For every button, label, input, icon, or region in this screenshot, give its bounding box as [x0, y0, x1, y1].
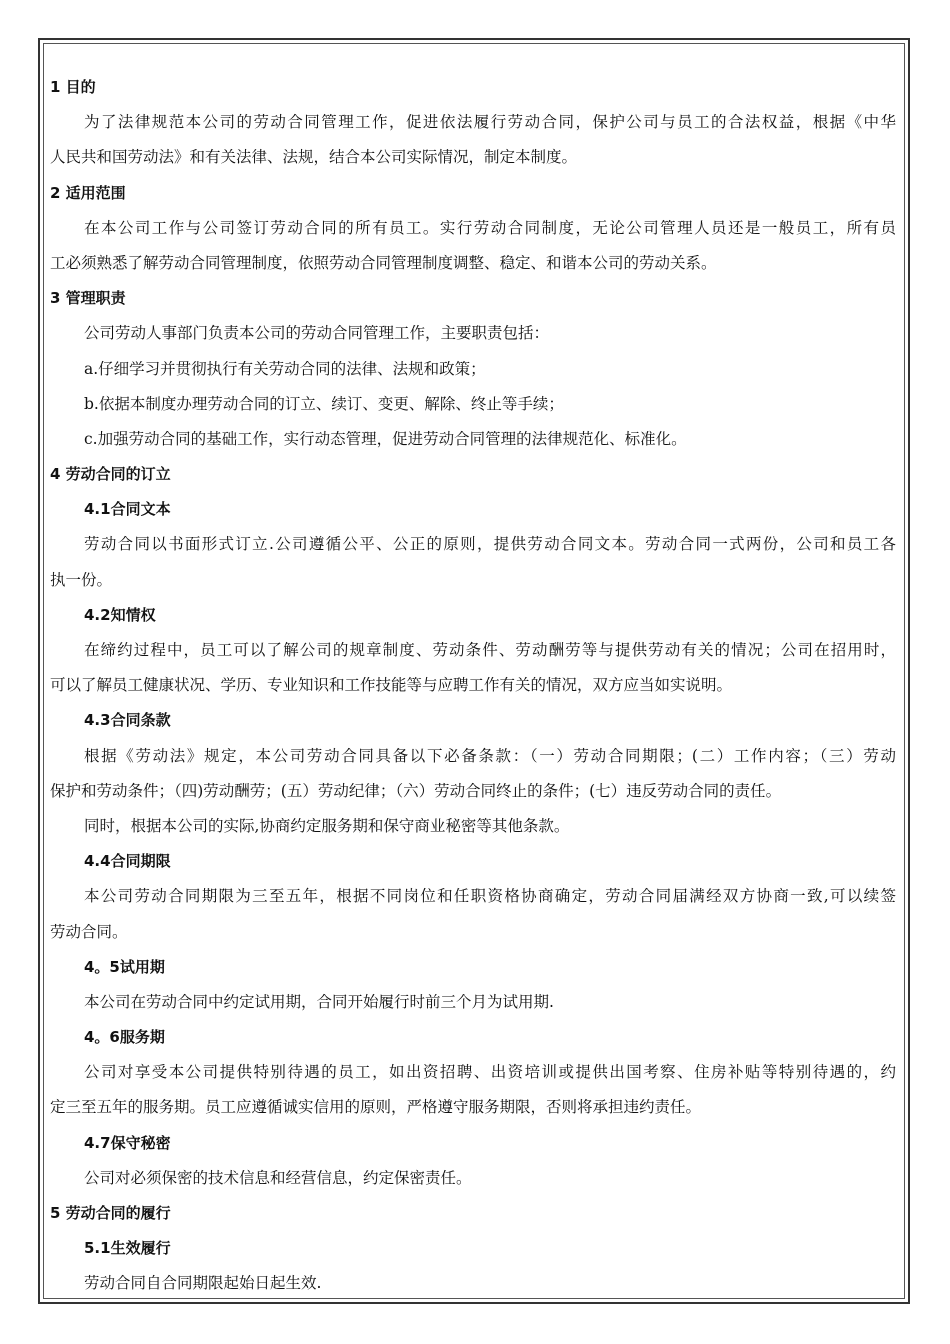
paragraph-line: 公司对享受本公司提供特别待遇的员工，如出资招聘、出资培训或提供出国考察、住房补贴等特别待遇的，约 [84, 1063, 896, 1082]
paragraph-line: 本公司劳动合同期限为三至五年，根据不同岗位和任职资格协商确定，劳动合同届满经双方协商一致,可以续签 [84, 887, 896, 906]
paragraph-line: 劳动合同以书面形式订立.公司遵循公平、公正的原则，提供劳动合同文本。劳动合同一式两份，公司和员工各 [84, 535, 896, 554]
paragraph-line: 公司对必须保密的技术信息和经营信息，约定保密责任。 [84, 1168, 472, 1187]
paragraph-continuation: 可以了解员工健康状况、学历、专业知识和工作技能等与应聘工作有关的情况，双方应当如实说明。 [50, 676, 733, 695]
section-heading: 4 劳动合同的订立 [50, 465, 171, 484]
paragraph-line: 同时，根据本公司的实际,协商约定服务期和保守商业秘密等其他条款。 [84, 816, 570, 835]
subsection-heading: 4。5试用期 [84, 957, 165, 976]
section-heading: 1 目的 [50, 78, 96, 96]
document-body [50, 70, 902, 1302]
paragraph-continuation: 保护和劳动条件；（四)劳动酬劳；(五）劳动纪律；（六）劳动合同终止的条件；(七）违反劳动合同的责任。 [50, 781, 782, 800]
paragraph-line: 公司劳动人事部门负责本公司的劳动合同管理工作，主要职责包括： [84, 324, 550, 343]
section-heading: 5 劳动合同的履行 [50, 1204, 171, 1222]
subsection-heading: 4.2知情权 [84, 605, 156, 624]
paragraph-line: 在缔约过程中，员工可以了解公司的规章制度、劳动条件、劳动酬劳等与提供劳动有关的情况；公司在招用时， [84, 641, 896, 659]
paragraph-continuation: 工必须熟悉了解劳动合同管理制度，依照劳动合同管理制度调整、稳定、和谐本公司的劳动关系。 [50, 253, 717, 272]
section-heading: 2 适用范围 [50, 183, 126, 202]
paragraph-continuation: 定三至五年的服务期。员工应遵循诚实信用的原则，严格遵守服务期限，否则将承担违约责任。 [50, 1098, 702, 1117]
paragraph-line: c.加强劳动合同的基础工作，实行动态管理，促进劳动合同管理的法律规范化、标准化。 [84, 429, 687, 448]
paragraph-line: 在本公司工作与公司签订劳动合同的所有员工。实行劳动合同制度，无论公司管理人员还是一般员工，所有员 [84, 218, 896, 237]
paragraph-line: 本公司在劳动合同中约定试用期，合同开始履行时前三个月为试用期. [84, 992, 554, 1011]
paragraph-continuation: 执一份。 [50, 570, 113, 589]
paragraph-continuation: 劳动合同。 [50, 922, 128, 941]
paragraph-line: b.依据本制度办理劳动合同的订立、续订、变更、解除、终止等手续； [84, 394, 564, 413]
subsection-heading: 5.1生效履行 [84, 1239, 171, 1258]
section-heading: 3 管理职责 [50, 289, 126, 308]
paragraph-line: 劳动合同自合同期限起始日起生效. [84, 1274, 322, 1293]
subsection-heading: 4.4合同期限 [84, 852, 171, 871]
subsection-heading: 4.1合同文本 [84, 500, 171, 519]
paragraph-line: 根据《劳动法》规定，本公司劳动合同具备以下必备条款：（一）劳动合同期限；(二）工作内容；（三）劳动 [84, 746, 896, 765]
subsection-heading: 4.3合同条款 [84, 711, 171, 730]
paragraph-continuation: 人民共和国劳动法》和有关法律、法规，结合本公司实际情况，制定本制度。 [50, 148, 578, 167]
subsection-heading: 4。6服务期 [84, 1028, 165, 1047]
paragraph-line: a.仔细学习并贯彻执行有关劳动合同的法律、法规和政策； [84, 359, 486, 378]
paragraph-line: 为了法律规范本公司的劳动合同管理工作，促进依法履行劳动合同，保护公司与员工的合法权益，根据《中华 [84, 113, 896, 132]
subsection-heading: 4.7保守秘密 [84, 1133, 171, 1152]
